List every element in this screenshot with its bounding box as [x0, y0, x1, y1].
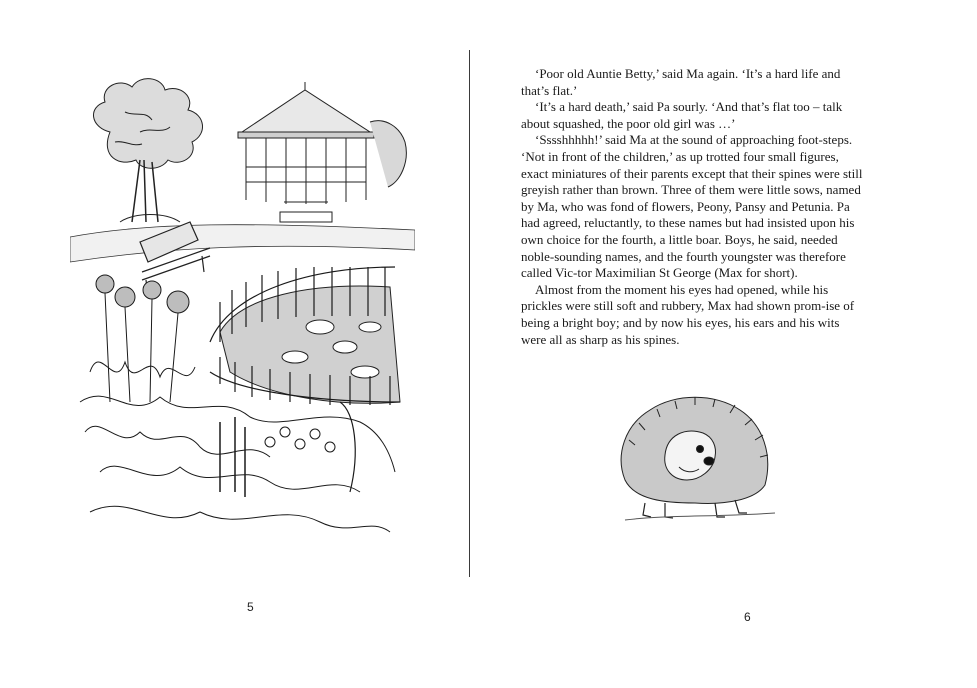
- park-garden-drawing: [70, 72, 415, 547]
- hedgehog-nose: [704, 457, 714, 465]
- park-garden-illustration: [70, 72, 415, 547]
- lawn: [70, 225, 415, 262]
- page-gutter-divider: [469, 50, 470, 577]
- body-text: [521, 66, 866, 348]
- tree: [94, 79, 203, 222]
- hedgehog-drawing: [605, 385, 780, 535]
- hedgehog-illustration: [605, 385, 780, 535]
- paragraph: ‘It’s a hard death,’ said Pa sourly. ‘And that’s flat too – talk about squashed, the poor old girl was …’: [521, 99, 843, 131]
- gazebo: [238, 82, 406, 222]
- page-number-right: 6: [744, 610, 751, 624]
- paragraph: ‘Poor old Auntie Betty,’ said Ma again. ‘It’s a hard life and that’s flat.’: [521, 66, 841, 98]
- hedgehog-eye: [697, 446, 704, 453]
- paragraph: Almost from the moment his eyes had opened, while his prickles were still soft and rubbery, Max had shown prom-ise of being a bright boy; and by now his eyes, his ears and his wits were all as sharp as his spines.: [521, 281, 855, 347]
- paragraph: ‘Sssshhhhh!’ said Ma at the sound of approaching foot-steps. ‘Not in front of the children,’ as up trotted four small figures, exact miniatures of their parents except that their spines were still greyish rather than brown. Three of them were little sows, named by Ma, who was fond of flowers, Peony, Pansy and Petunia. Pa had agreed, reluctantly, to these names but had insisted upon his own choice for the fourth, a little boar. Boys, he said, needed noble-sounding names, and the fourth youngster was therefore called Vic-tor Maximilian St George (Max for short).: [521, 132, 863, 281]
- page-number-left: 5: [247, 600, 254, 614]
